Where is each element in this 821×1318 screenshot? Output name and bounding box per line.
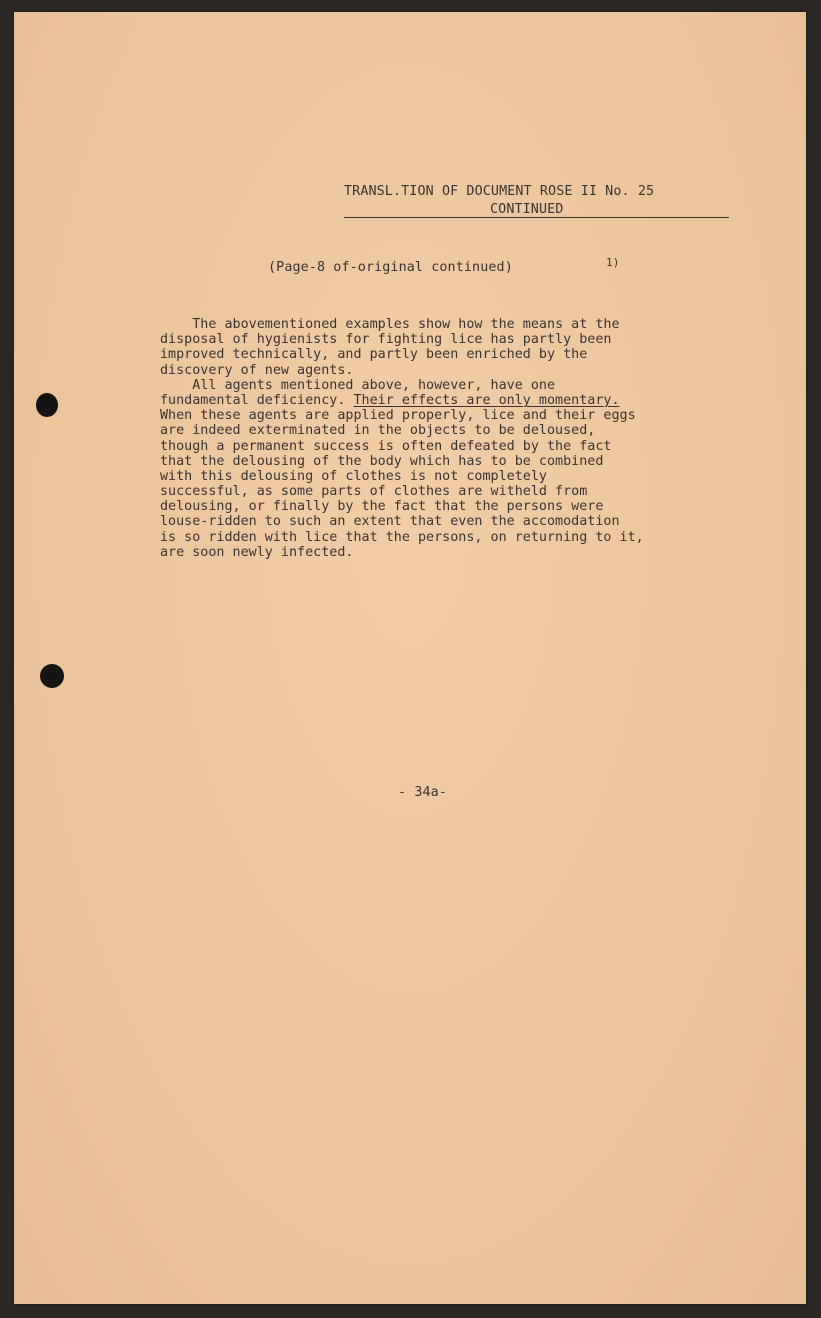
- text-line: The abovementioned examples show how the means at the: [160, 317, 620, 332]
- text-line: with this delousing of clothes is not completely: [160, 468, 547, 484]
- text-line: though a permanent success is often defeated by the fact: [160, 438, 612, 454]
- text-line: successful, as some parts of clothes are witheld from: [160, 484, 588, 500]
- punch-hole: [40, 664, 64, 688]
- footnote-mark: 1): [606, 256, 620, 269]
- text-segment: fundamental deficiency.: [160, 392, 354, 408]
- page-reference: (Page-8 of-original continued): [268, 260, 513, 275]
- text-line: is so ridden with lice that the persons, on returning to it,: [160, 529, 644, 545]
- text-line: improved technically, and partly been enriched by the: [160, 347, 588, 363]
- text-line: All agents mentioned above, however, have one: [160, 377, 556, 393]
- text-line: [160, 393, 770, 408]
- continued-label: CONTINUED: [490, 202, 564, 217]
- text-line: delousing, or finally by the fact that the persons were: [160, 499, 604, 515]
- text-line: louse-ridden to such an extent that even the accomodation: [160, 514, 620, 530]
- text-line: discovery of new agents.: [160, 362, 354, 378]
- text-line: disposal of hygienists for fighting lice has partly been: [160, 332, 612, 348]
- document-title: TRANSL.TION OF DOCUMENT ROSE II No. 25: [344, 184, 655, 199]
- header-underline: [344, 217, 729, 218]
- punch-hole: [36, 393, 58, 417]
- text-line: are indeed exterminated in the objects to be deloused,: [160, 423, 596, 439]
- page-number: - 34a-: [398, 785, 447, 800]
- underlined-text: Their effects are only momentary.: [353, 392, 620, 408]
- text-line: When these agents are applied properly, lice and their eggs: [160, 408, 636, 424]
- body-text: [160, 317, 770, 560]
- text-line: are soon newly infected.: [160, 544, 354, 560]
- document-page: [14, 12, 806, 1304]
- text-line: that the delousing of the body which has to be combined: [160, 453, 604, 469]
